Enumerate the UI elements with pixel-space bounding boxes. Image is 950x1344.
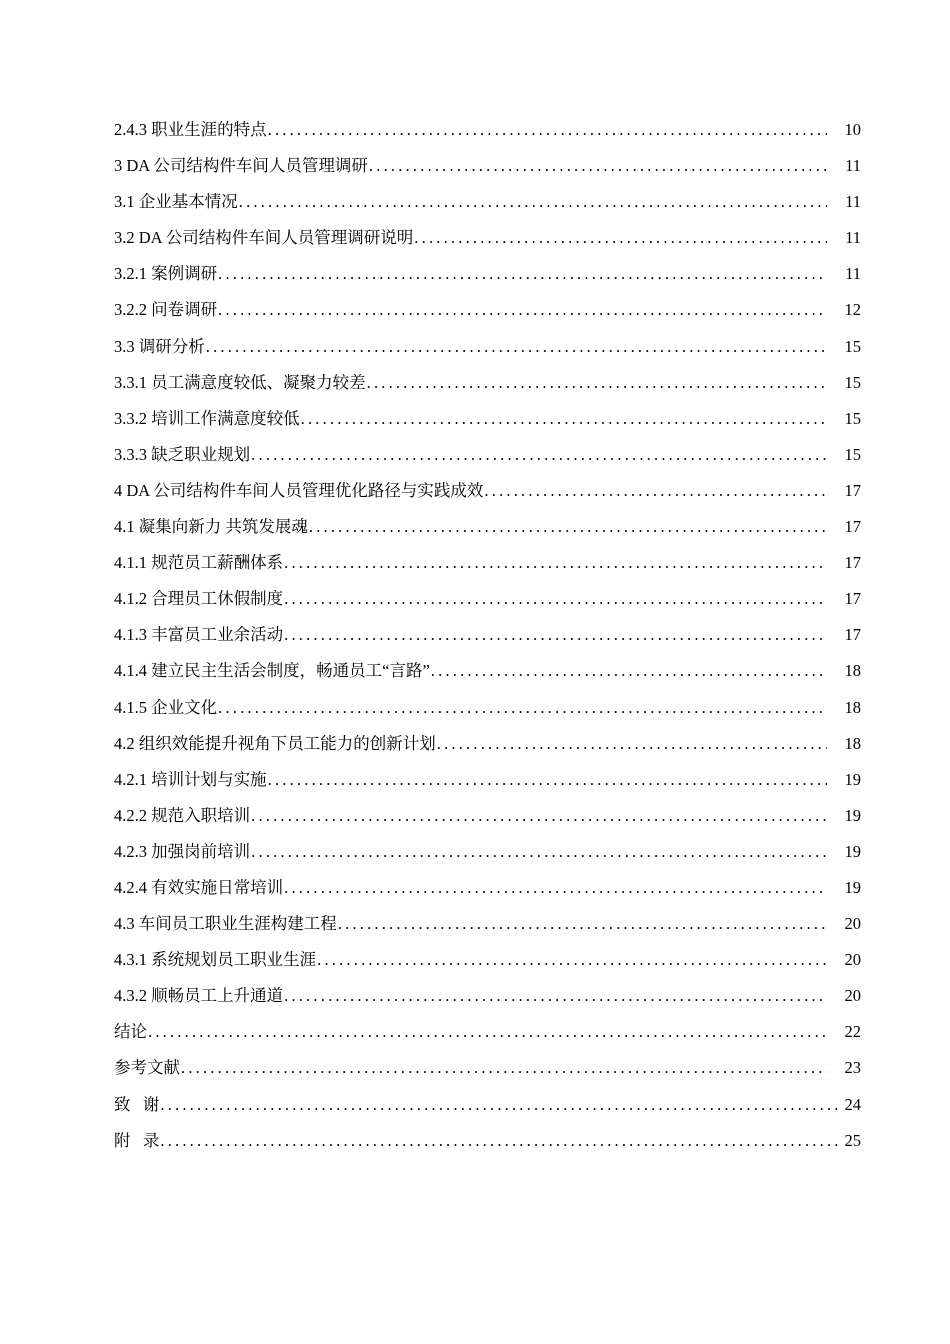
toc-entry-title: 3.1 企业基本情况	[114, 192, 238, 212]
dot-leader	[218, 256, 827, 292]
toc-entry-title: 致 谢	[114, 1094, 160, 1114]
toc-entry[interactable]	[114, 978, 861, 1014]
dot-leader	[369, 148, 827, 184]
toc-entry[interactable]	[114, 870, 861, 906]
toc-entry-title: 4.2.3 加强岗前培训	[114, 841, 251, 861]
toc-entry-title: 3.2.1 案例调研	[114, 264, 218, 284]
toc-entry-page: 19	[844, 877, 861, 897]
toc-entry-page: 17	[844, 517, 861, 537]
dot-leader	[414, 220, 827, 256]
toc-entry-page: 20	[844, 950, 861, 970]
toc-entry-page: 25	[844, 1130, 861, 1150]
dot-leader	[338, 906, 827, 942]
toc-entry-page: 15	[844, 444, 861, 464]
toc-entry[interactable]	[114, 798, 861, 834]
dot-leader	[206, 329, 827, 365]
toc-entry[interactable]	[114, 1123, 861, 1159]
toc-entry[interactable]	[114, 1087, 861, 1123]
dot-leader	[309, 509, 827, 545]
toc-entry[interactable]	[114, 617, 861, 653]
toc-entry-page: 10	[844, 120, 861, 139]
toc-entry-page: 24	[844, 1094, 861, 1114]
dot-leader	[181, 1050, 827, 1086]
toc-entry[interactable]	[114, 365, 861, 401]
toc-entry[interactable]	[114, 653, 861, 689]
toc-entry-page: 11	[845, 228, 861, 248]
toc-entry[interactable]	[114, 906, 861, 942]
toc-entry-title: 3.2.2 问卷调研	[114, 300, 218, 320]
dot-leader	[437, 726, 827, 762]
toc-entry[interactable]	[114, 329, 861, 365]
dot-leader	[284, 617, 827, 653]
toc-entry[interactable]	[114, 834, 861, 870]
toc-entry-page: 23	[844, 1058, 861, 1078]
toc-entry-title: 3.3.3 缺乏职业规划	[114, 444, 251, 464]
toc-entry-page: 17	[844, 625, 861, 645]
toc-entry[interactable]	[114, 292, 861, 328]
dot-leader	[484, 473, 827, 509]
toc-entry-title: 3 DA 公司结构件车间人员管理调研	[114, 156, 368, 176]
toc-entry-title: 结论	[114, 1022, 147, 1042]
toc-entry[interactable]	[114, 581, 861, 617]
dot-leader	[317, 942, 827, 978]
toc-entry-title: 4.1.2 合理员工休假制度	[114, 589, 284, 609]
toc-entry-title: 3.3 调研分析	[114, 336, 205, 356]
dot-leader	[284, 581, 827, 617]
dot-leader	[268, 762, 827, 798]
toc-entry-title: 参考文献	[114, 1058, 180, 1078]
toc-entry-page: 12	[844, 300, 861, 320]
toc-entry[interactable]	[114, 1014, 861, 1050]
toc-entry-title: 4.2.2 规范入职培训	[114, 805, 251, 825]
toc-entry-page: 18	[844, 733, 861, 753]
dot-leader	[218, 690, 827, 726]
toc-entry-page: 17	[844, 553, 861, 573]
dot-leader	[148, 1014, 827, 1050]
toc-entry-title: 4.1.1 规范员工薪酬体系	[114, 553, 284, 573]
toc-entry-page: 22	[844, 1022, 861, 1042]
toc-entry-title: 3.3.2 培训工作满意度较低	[114, 408, 300, 428]
toc-entry-title: 4.1.3 丰富员工业余活动	[114, 625, 284, 645]
toc-entry[interactable]	[114, 545, 861, 581]
toc-entry-page: 18	[844, 697, 861, 717]
toc-entry-page: 19	[844, 841, 861, 861]
toc-entry[interactable]	[114, 473, 861, 509]
dot-leader	[251, 798, 827, 834]
toc-entry[interactable]	[114, 256, 861, 292]
toc-entry-page: 11	[845, 264, 861, 284]
toc-entry-page: 15	[844, 408, 861, 428]
dot-leader	[268, 112, 827, 148]
toc-entry[interactable]	[114, 690, 861, 726]
dot-leader	[160, 1123, 841, 1159]
toc-entry[interactable]	[114, 726, 861, 762]
dot-leader	[251, 437, 827, 473]
toc-entry-title: 4.1.4 建立民主生活会制度，畅通员工“言路”	[114, 661, 430, 681]
toc-entry[interactable]	[114, 112, 861, 148]
toc-entry[interactable]	[114, 762, 861, 798]
toc-entry-title: 附 录	[114, 1130, 160, 1150]
dot-leader	[239, 184, 827, 220]
toc-entry[interactable]	[114, 148, 861, 184]
dot-leader	[367, 365, 827, 401]
dot-leader	[160, 1087, 841, 1123]
dot-leader	[431, 653, 827, 689]
toc-entry[interactable]	[114, 220, 861, 256]
toc-entry-title: 4.2.1 培训计划与实施	[114, 769, 267, 789]
dot-leader	[284, 545, 827, 581]
toc-entry-title: 4.2.4 有效实施日常培训	[114, 877, 284, 897]
toc-entry-page: 18	[844, 661, 861, 681]
toc-entry-title: 3.2 DA 公司结构件车间人员管理调研说明	[114, 228, 414, 248]
dot-leader	[218, 292, 827, 328]
dot-leader	[251, 834, 827, 870]
toc-entry-page: 20	[844, 986, 861, 1006]
toc-entry-title: 4.1.5 企业文化	[114, 697, 218, 717]
toc-entry-page: 15	[844, 336, 861, 356]
toc-entry-page: 15	[844, 372, 861, 392]
toc-entry-title: 4.1 凝集向新力 共筑发展魂	[114, 517, 308, 537]
toc-entry-title: 4.3.1 系统规划员工职业生涯	[114, 950, 317, 970]
toc-entry-page: 11	[845, 156, 861, 176]
toc-entry[interactable]	[114, 437, 861, 473]
toc-entry-page: 17	[844, 480, 861, 500]
toc-entry-title: 4 DA 公司结构件车间人员管理优化路径与实践成效	[114, 480, 484, 500]
toc-entry-title: 2.4.3 职业生涯的特点	[114, 120, 267, 139]
toc-entry-page: 11	[845, 192, 861, 212]
dot-leader	[301, 401, 827, 437]
toc-entry[interactable]	[114, 509, 861, 545]
toc-entry-title: 4.3 车间员工职业生涯构建工程	[114, 914, 337, 934]
toc-entry-page: 19	[844, 769, 861, 789]
dot-leader	[284, 870, 827, 906]
table-of-contents	[114, 112, 861, 1159]
toc-entry-page: 19	[844, 805, 861, 825]
toc-entry-page: 17	[844, 589, 861, 609]
toc-entry-title: 3.3.1 员工满意度较低、凝聚力较差	[114, 372, 366, 392]
toc-entry[interactable]	[114, 942, 861, 978]
toc-entry-page: 20	[844, 914, 861, 934]
toc-entry-title: 4.2 组织效能提升视角下员工能力的创新计划	[114, 733, 436, 753]
toc-entry[interactable]	[114, 401, 861, 437]
toc-entry[interactable]	[114, 1050, 861, 1086]
toc-entry[interactable]	[114, 184, 861, 220]
toc-entry-title: 4.3.2 顺畅员工上升通道	[114, 986, 284, 1006]
dot-leader	[284, 978, 827, 1014]
